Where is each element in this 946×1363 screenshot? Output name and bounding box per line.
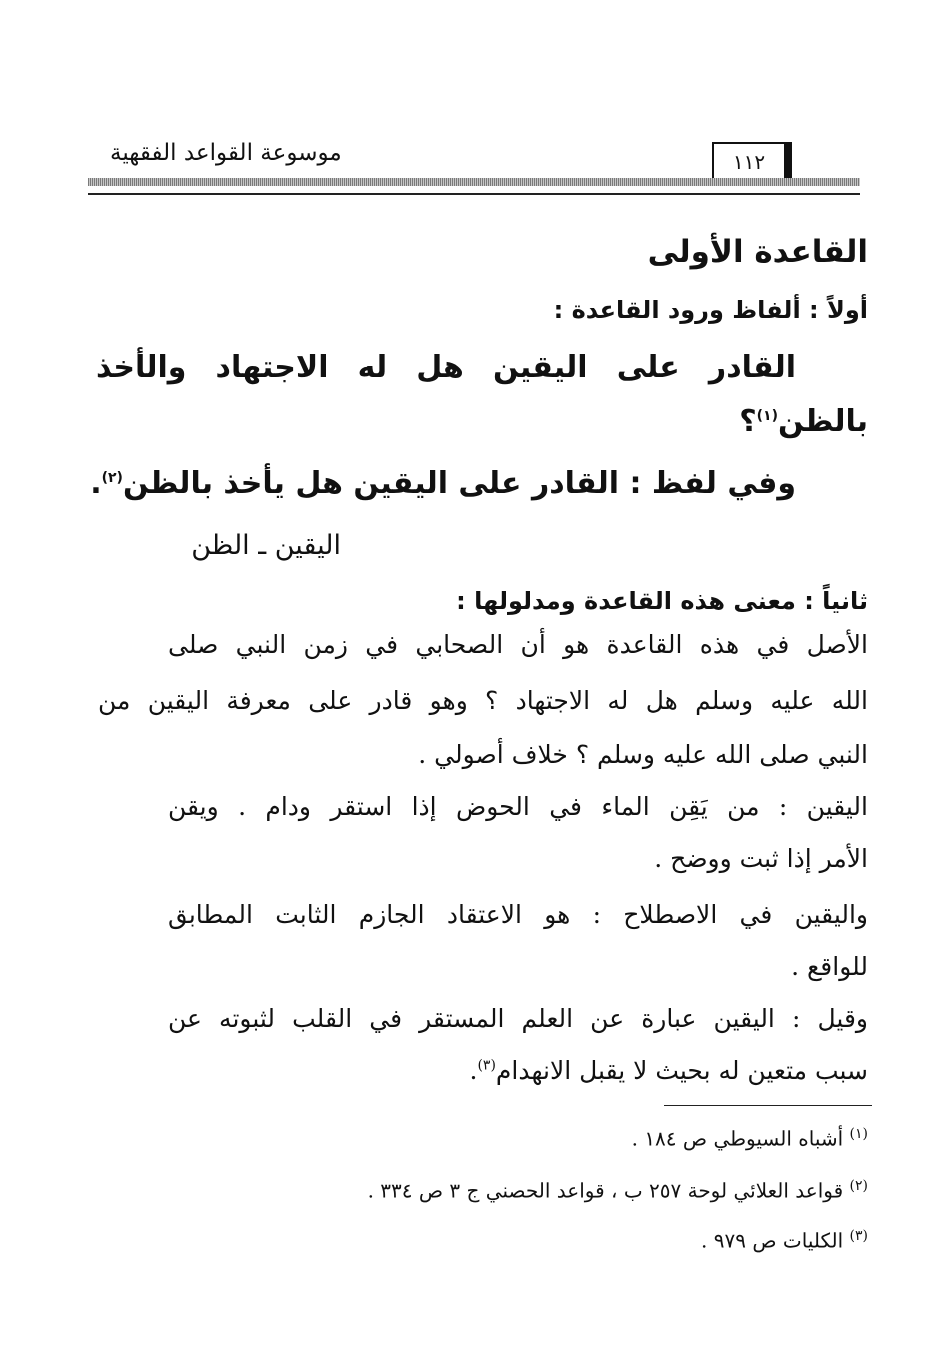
page-number: ١١٢ [732,150,766,174]
footnote-3 [701,1228,868,1253]
rule-wording-2-end: . [90,466,102,501]
paragraph-4-line-1: وقيل : اليقين عبارة عن العلم المستقر في القلب لثبوته عن [168,1004,868,1033]
running-header-title: موسوعة القواعد الفقهية [110,140,342,166]
section-2-heading: ثانياً : معنى هذه القاعدة ومدلولها : [456,587,868,615]
paragraph-3-line-2: للواقع . [791,952,868,981]
section-1-heading: أولاً : ألفاظ ورود القاعدة : [553,296,868,324]
paragraph-4-text: سبب متعين له بحيث لا يقبل الانهدام [495,1056,868,1085]
footnote-1-text: أشباه السيوطي ص ١٨٤ . [631,1126,844,1151]
paragraph-4-line-2 [470,1056,869,1085]
paragraph-1-line-1: الأصل في هذه القاعدة هو أن الصحابي في زمن النبي صلى [168,630,868,659]
footnote-2-text: قواعد العلائي لوحة ٢٥٧ ب ، قواعد الحصني ج ٣ ص ٣٣٤ . [367,1178,844,1203]
rule-title: القاعدة الأولى [647,234,868,270]
paragraph-1-line-3: النبي صلى الله عليه وسلم ؟ خلاف أصولي . [418,740,868,769]
rule-wording-1-line-1: القادر على اليقين هل له الاجتهاد والأخذ [96,350,796,385]
footnote-3-mark: (٣) [849,1228,868,1244]
paragraph-4-end: . [469,1056,478,1085]
header-decorative-band [88,178,860,186]
rule-wording-2 [90,466,796,501]
header-rule [88,193,860,195]
rule-wording-2-text: وفي لفظ : القادر على اليقين هل يأخذ بالظن [122,466,796,501]
paragraph-1-line-2: الله عليه وسلم هل له الاجتهاد ؟ وهو قادر على معرفة اليقين من [98,686,868,715]
footnote-1-mark: (١) [849,1126,868,1142]
footnote-2 [368,1178,868,1203]
rule-keywords: اليقين ـ الظن [191,530,341,561]
page-number-box [712,142,792,182]
footnote-1 [632,1126,868,1151]
footnote-ref-3[interactable]: (٣) [477,1057,496,1074]
footnote-ref-1[interactable]: (١) [756,408,778,424]
rule-wording-1-text: بالظن [777,404,868,439]
footnote-2-mark: (٢) [849,1178,868,1194]
rule-wording-1-line-2 [739,404,868,439]
footnote-ref-2[interactable]: (٢) [101,470,123,486]
footnote-separator [664,1105,872,1106]
paragraph-2-line-1: اليقين : من يَقِن الماء في الحوض إذا استقر ودام . ويقن [168,792,868,821]
paragraph-2-line-2: الأمر إذا ثبت ووضح . [654,844,868,873]
paragraph-3-line-1: واليقين في الاصطلاح : هو الاعتقاد الجازم الثابت المطابق [168,900,868,929]
rule-wording-1-end: ؟ [739,404,757,439]
footnote-3-text: الكليات ص ٩٧٩ . [701,1228,844,1253]
